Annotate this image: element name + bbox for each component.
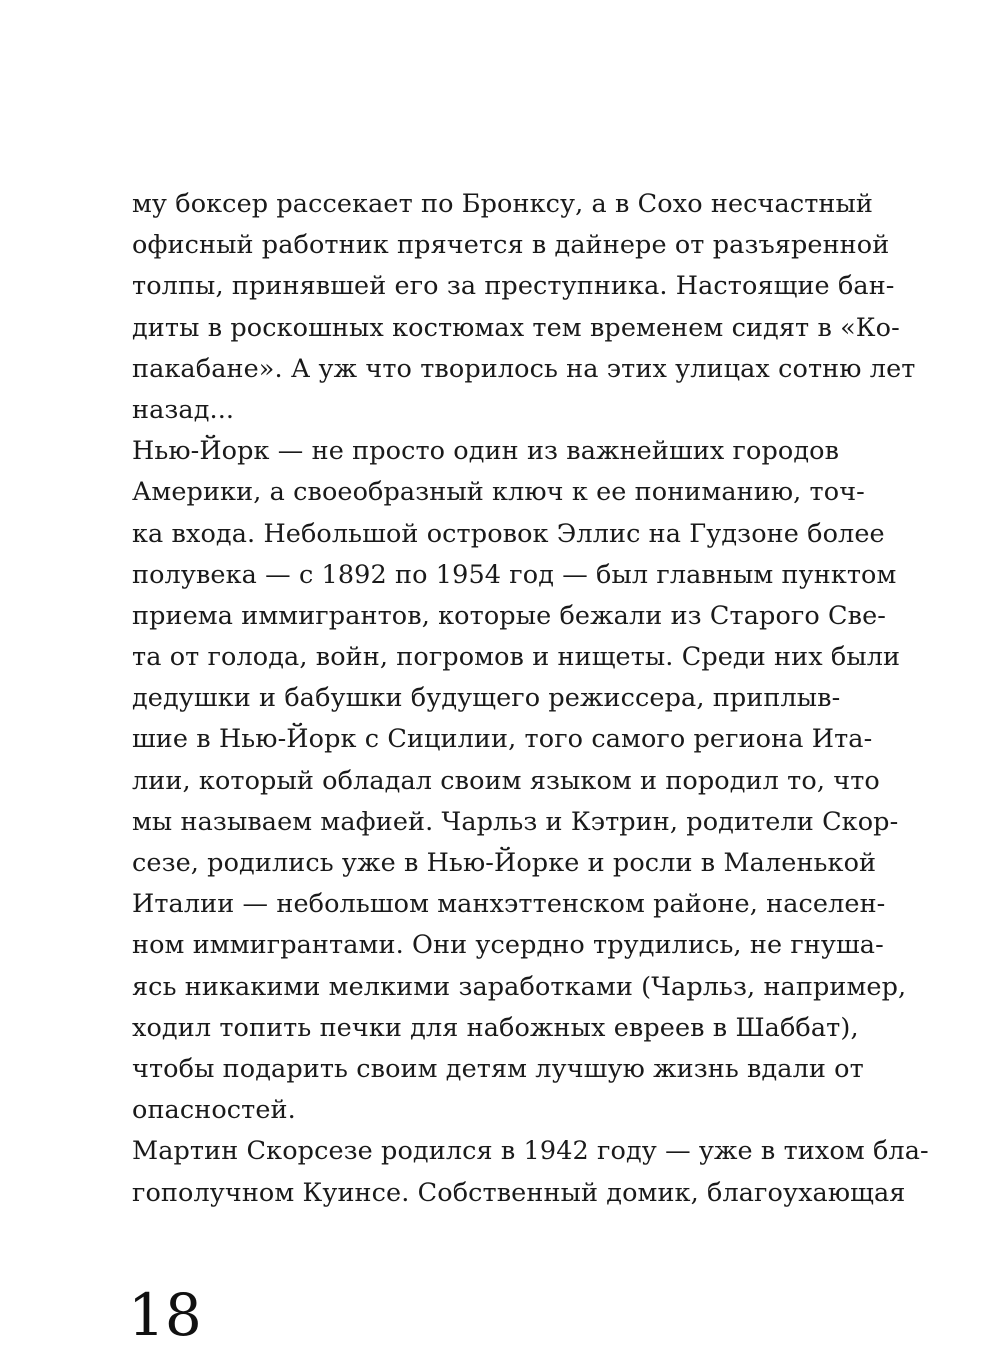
text-line: диты в роскошных костюмах тем временем сидят в «Ко- xyxy=(132,312,900,343)
text-line: мы называем мафией. Чарльз и Кэтрин, родители Скор- xyxy=(132,806,899,837)
text-line: та от голода, войн, погромов и нищеты. Среди них были xyxy=(132,642,901,673)
text-line: чтобы подарить своим детям лучшую жизнь вдали от xyxy=(132,1053,864,1084)
body-text xyxy=(132,184,952,1214)
text-line: шие в Нью-Йорк с Сицилии, того самого региона Ита- xyxy=(132,724,873,755)
text-line: гополучном Куинсе. Собственный домик, благоухающая xyxy=(132,1177,906,1208)
text-line: дедушки и бабушки будущего режиссера, приплыв- xyxy=(132,683,841,714)
text-line: Нью-Йорк — не просто один из важнейших городов xyxy=(132,436,840,467)
text-line: полувека — с 1892 по 1954 год — был главным пунктом xyxy=(132,559,897,590)
text-line: толпы, принявшей его за преступника. Настоящие бан- xyxy=(132,271,895,302)
text-line: ясь никакими мелкими заработками (Чарльз, например, xyxy=(132,971,907,1002)
text-line: му боксер рассекает по Бронксу, а в Сохо несчастный xyxy=(132,189,873,219)
page-number: 18 xyxy=(128,1281,202,1349)
text-line: лии, который обладал своим языком и породил то, что xyxy=(132,765,880,796)
text-line: опасностей. xyxy=(132,1095,296,1126)
text-line: ходил топить печки для набожных евреев в Шаббат), xyxy=(132,1012,859,1043)
text-line: ка входа. Небольшой островок Эллис на Гудзоне более xyxy=(132,518,885,549)
text-line: приема иммигрантов, которые бежали из Старого Све- xyxy=(132,600,886,631)
text-line: назад... xyxy=(132,394,235,425)
text-line: ном иммигрантами. Они усердно трудились, не гнуша- xyxy=(132,930,884,961)
text-line: Мартин Скорсезе родился в 1942 году — уже в тихом бла- xyxy=(132,1136,929,1167)
text-line: сезе, родились уже в Нью-Йорке и росли в Маленькой xyxy=(132,848,877,878)
text-line: пакабане». А уж что творилось на этих улицах сотню лет xyxy=(132,353,916,384)
text-line: Америки, а своеобразный ключ к ее пониманию, точ- xyxy=(132,477,865,508)
text-line: офисный работник прячется в дайнере от разъяренной xyxy=(132,230,890,261)
text-line: Италии — небольшом манхэттенском районе, населен- xyxy=(132,889,886,920)
